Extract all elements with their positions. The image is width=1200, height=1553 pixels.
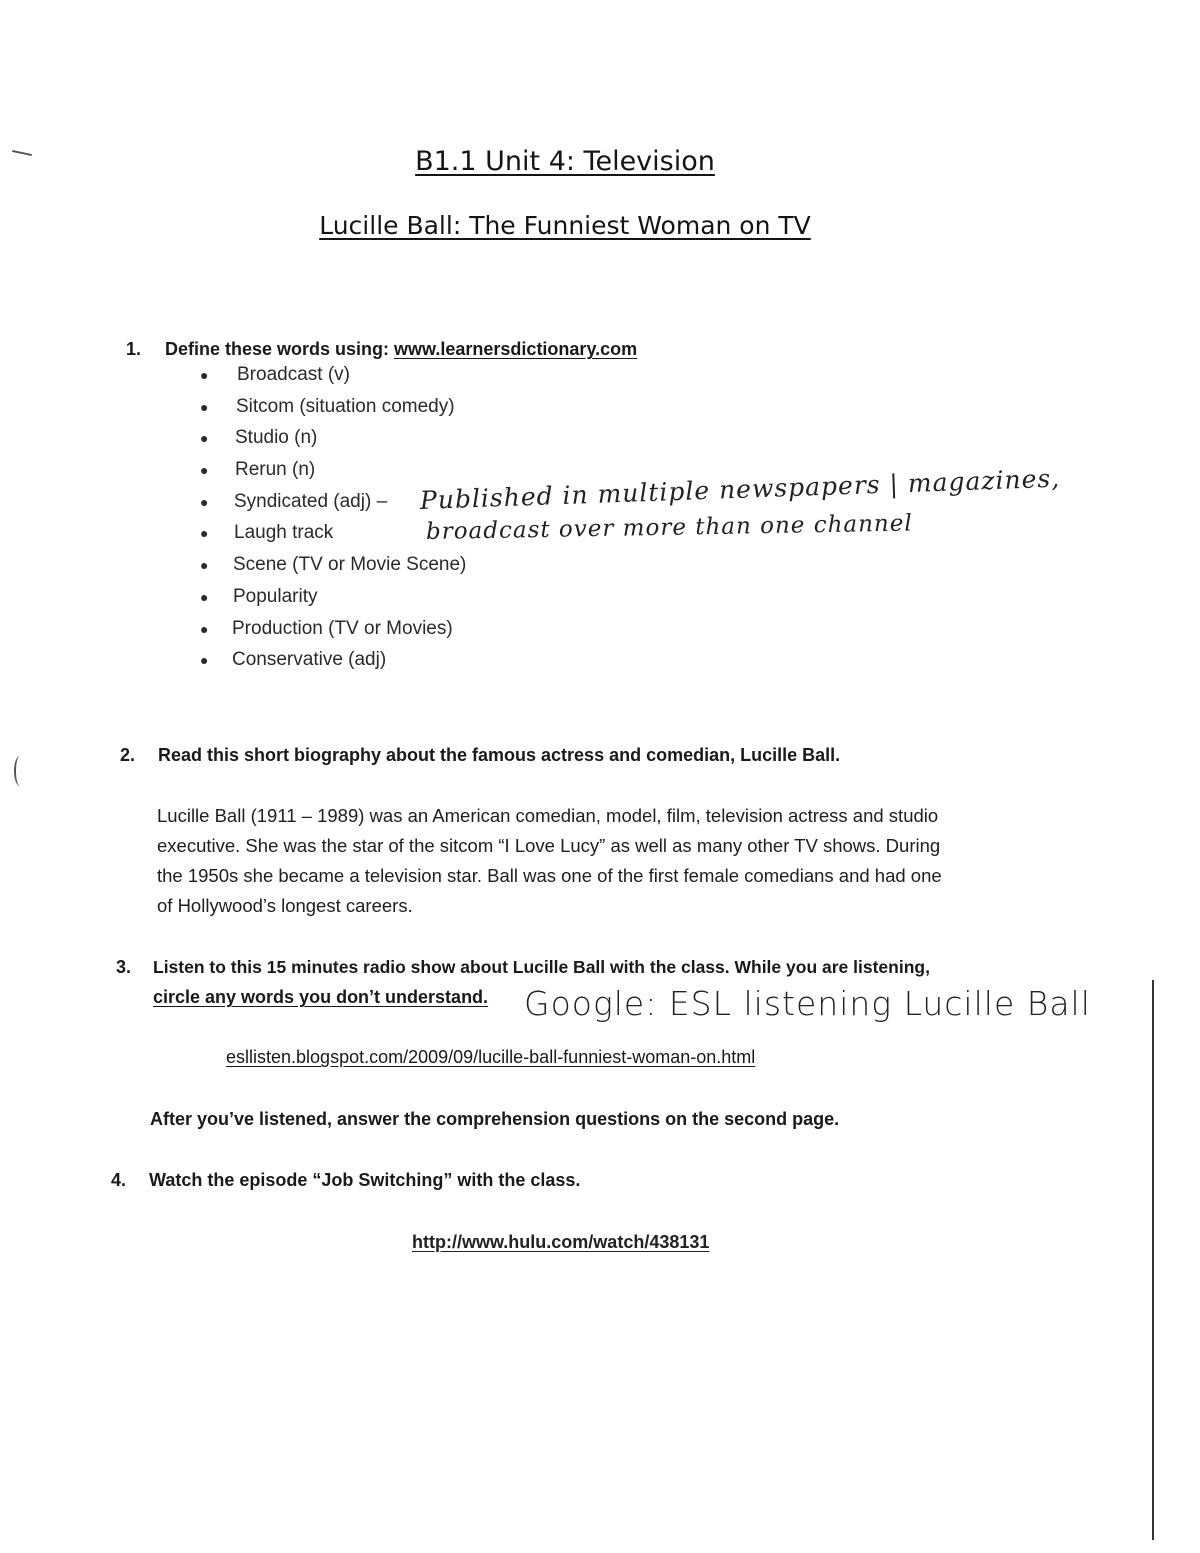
question-3-after-text: After you’ve listened, answer the comprehension questions on the second page. (150, 1109, 840, 1129)
bullet-icon: ● (200, 430, 209, 447)
bullet-icon: ● (200, 367, 209, 383)
bullet-icon: ● (200, 588, 209, 605)
page-title: B1.1 Unit 4: Television (415, 146, 715, 177)
question-4-text: Watch the episode “Job Switching” with the class. (149, 1170, 581, 1190)
question-3-number: 3. (116, 957, 132, 977)
question-1-text (165, 339, 637, 360)
scan-margin-line (1152, 980, 1154, 1540)
handwritten-definition-line1: Published in multiple newspapers | magazines, (419, 463, 1061, 515)
paragraph-line: executive. She was the star of the sitcom “I Love Lucy” as well as many other TV shows. During (157, 835, 941, 856)
question-3-text-line2: circle any words you don’t understand. (153, 987, 489, 1007)
scan-mark (14, 756, 26, 786)
bullet-icon: ● (200, 620, 209, 637)
paragraph-line: the 1950s she became a television star. Ball was one of the first female comedians and had one (157, 865, 942, 886)
question-1-prompt: Define these words using: (165, 339, 395, 359)
bullet-icon: ● (200, 525, 209, 542)
biography-paragraph (157, 801, 1037, 921)
bullet-icon: ● (200, 652, 209, 669)
paragraph-line: of Hollywood’s longest careers. (157, 895, 413, 916)
bullet-icon: ● (200, 557, 209, 574)
worksheet-page: B1.1 Unit 4: Television Lucille Ball: The Funniest Woman on TV 1. Define these words using: www.learnersdictionary.com ● Broadcast (v) ● Sitcom (situation comedy) ● Studio (n) ● Rerun (n) ● Syndicated (adj) – ● Laugh track ● Scene (TV or Movie Scene) ● Popularity ● Production (TV or Movies) ● Conservative (adj) Published in multiple newspapers | magazines, broadcast over more than one channel 2. Read this short biography about the famous actress and comedian, Lucille Ball. Lucille Ball (1911 – 1989) was an American comedian, model, film, television actress and studio executive. She was the star of the sitcom “I Love Lucy” as well as many other TV shows. During the 1950s she became a television star. Ball was one of the first female comedians and had one of Hollywood’s longest careers. 3. Listen to this 15 minutes radio show about Lucille Ball with the class. While you are listening, circle any words you don’t understand. Google: ESL listening Lucille Ball esllisten.blogspot.com/2009/09/lucille-ball-funniest-woman-on.html After you’ve listened, answer the comprehension questions on the second page. 4. Watch the episode “Job Switching” with the class. http://www.hulu.com/watch/438131 (0, 0, 1200, 1553)
handwritten-definition-line2: broadcast over more than one channel (425, 510, 913, 545)
page-subtitle: Lucille Ball: The Funniest Woman on TV (319, 211, 811, 240)
paragraph-line: Lucille Ball (1911 – 1989) was an American comedian, model, film, television actress and studio (157, 805, 939, 826)
handwritten-google-note: Google: ESL listening Lucille Ball (524, 984, 1091, 1023)
hulu-link[interactable]: http://www.hulu.com/watch/438131 (412, 1232, 710, 1252)
bullet-icon: ● (200, 398, 209, 415)
bullet-icon: ● (200, 493, 209, 510)
question-4-number: 4. (111, 1170, 127, 1190)
question-3-text-line1: Listen to this 15 minutes radio show about Lucille Ball with the class. While you are listening, (153, 957, 930, 977)
question-2-text: Read this short biography about the famous actress and comedian, Lucille Ball. (158, 745, 841, 765)
question-2-number: 2. (120, 745, 136, 765)
bullet-icon: ● (200, 462, 209, 479)
dictionary-link[interactable]: www.learnersdictionary.com (394, 339, 638, 359)
question-1-number: 1. (126, 339, 142, 359)
esllisten-link[interactable]: esllisten.blogspot.com/2009/09/lucille-ball-funniest-woman-on.html (226, 1047, 756, 1067)
